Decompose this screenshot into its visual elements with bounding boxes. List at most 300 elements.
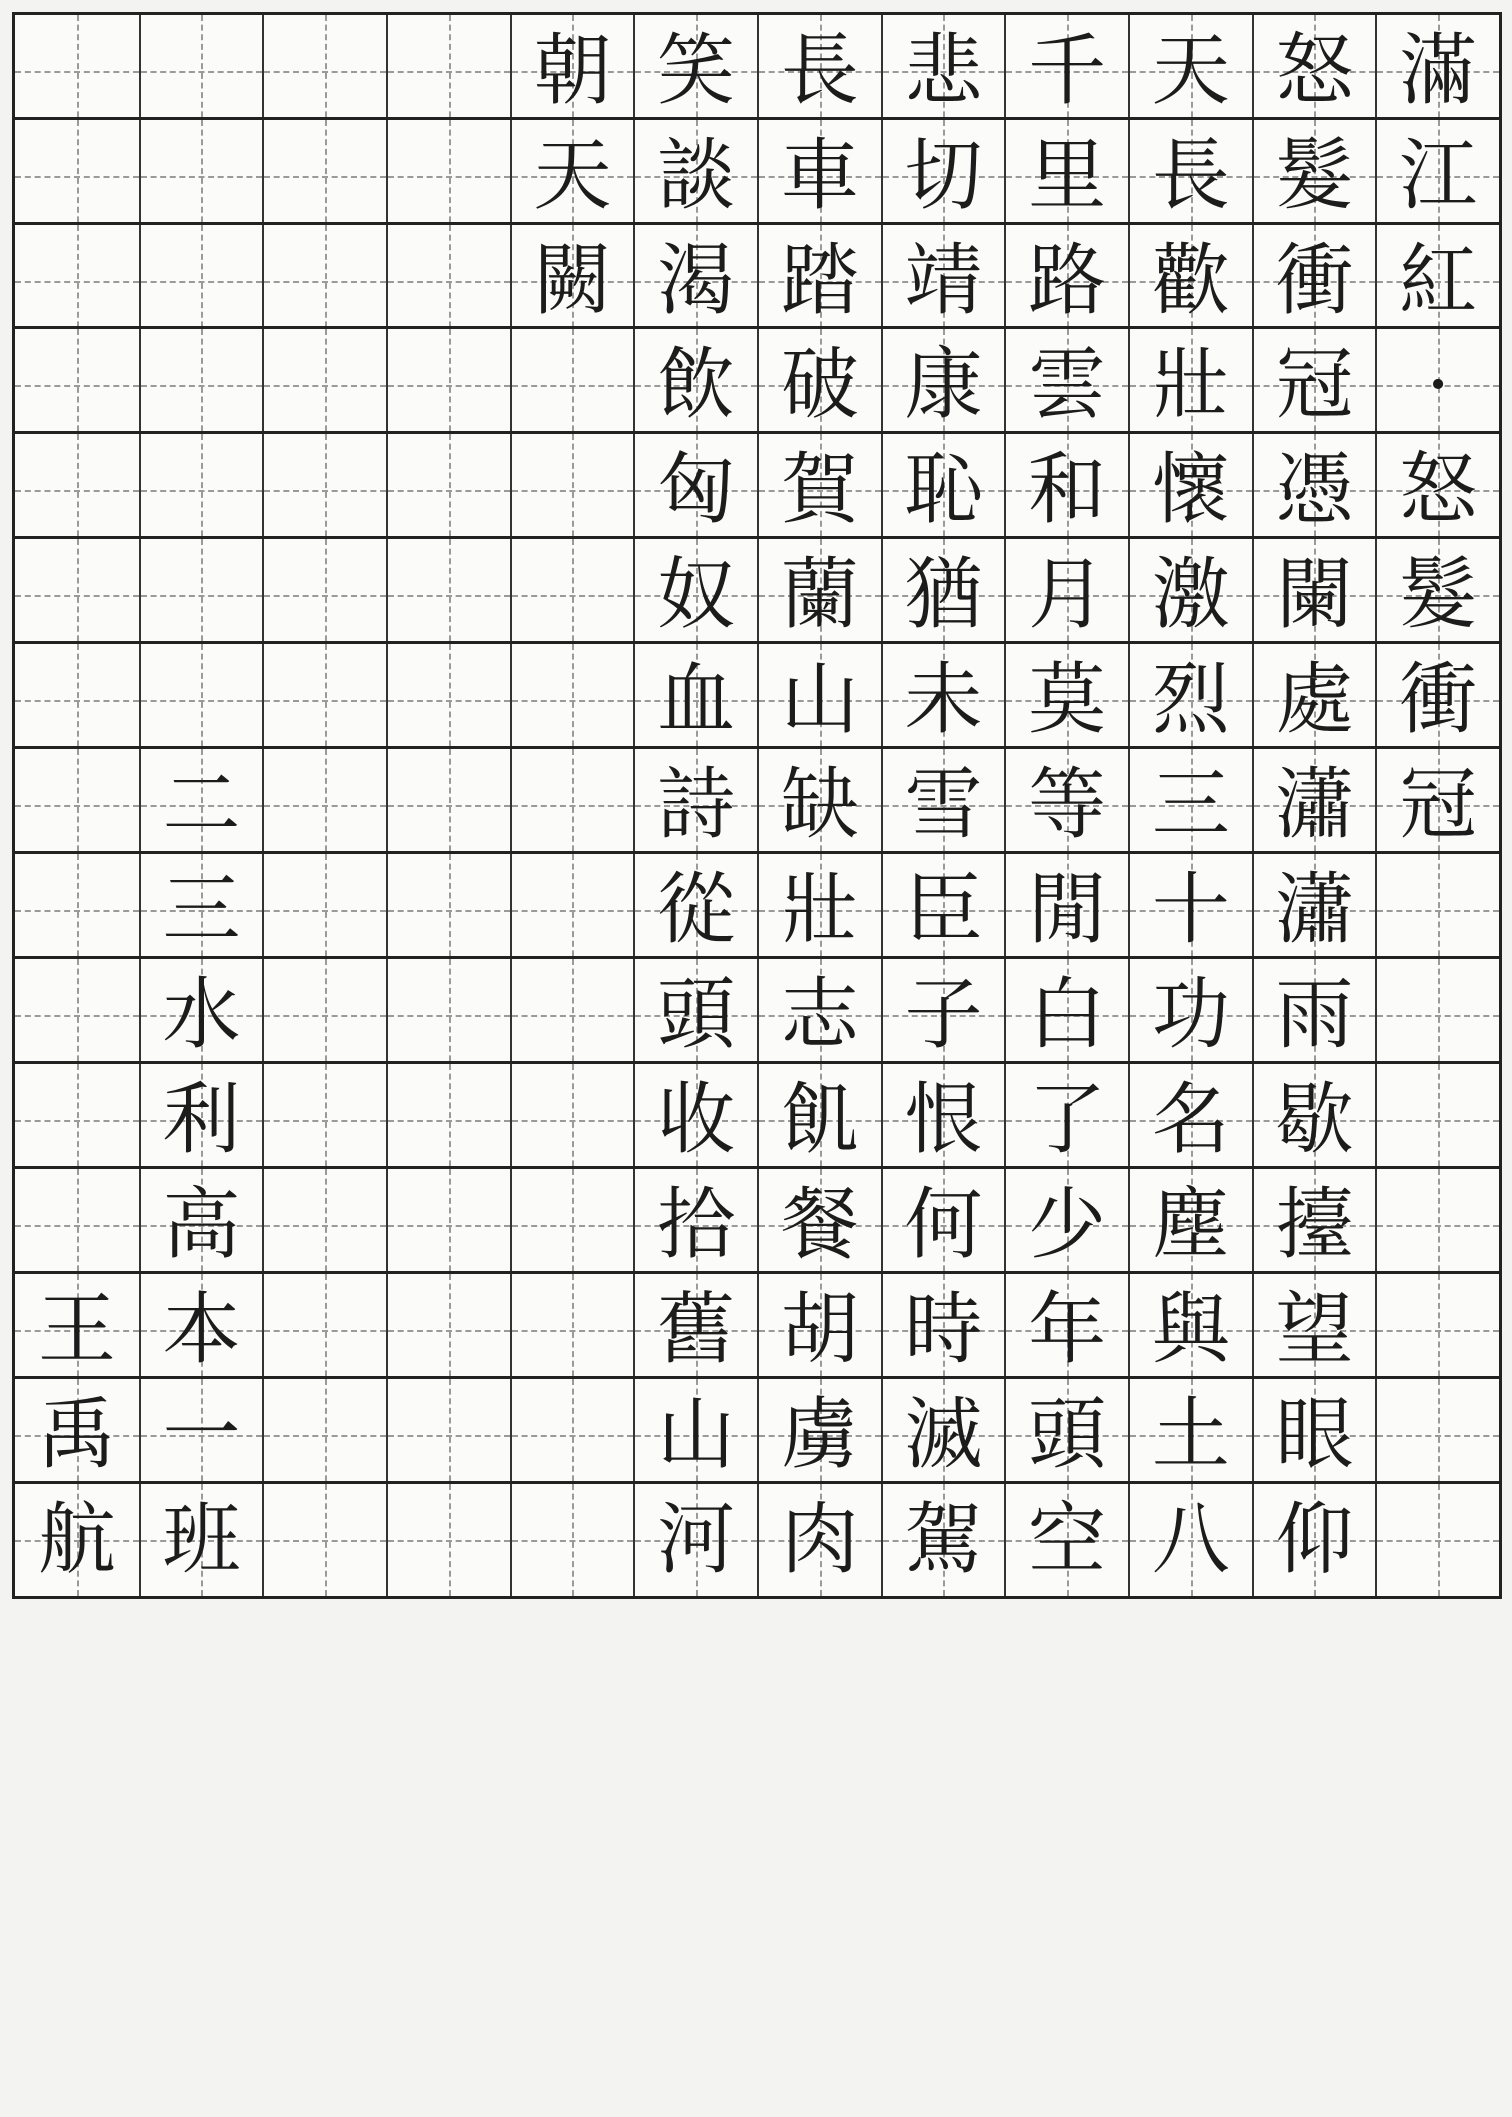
grid-cell <box>757 1379 881 1491</box>
grid-cell <box>139 644 263 756</box>
handwritten-character: 水 <box>162 970 241 1060</box>
grid-cell <box>1375 225 1499 337</box>
handwritten-character: 里 <box>1028 131 1107 221</box>
grid-cell <box>881 434 1005 546</box>
handwritten-character: 餐 <box>780 1180 859 1270</box>
grid-cell <box>262 644 386 756</box>
handwritten-character: 與 <box>1151 1285 1230 1375</box>
grid-cell <box>881 1484 1005 1596</box>
handwritten-character: 時 <box>904 1285 983 1375</box>
grid-cell <box>1004 959 1128 1071</box>
grid-cell <box>139 1379 263 1491</box>
handwritten-character: 山 <box>780 655 859 745</box>
handwritten-character: 衝 <box>1275 236 1354 326</box>
handwritten-character: 飲 <box>657 340 736 430</box>
handwritten-character: 虜 <box>780 1390 859 1480</box>
grid-cell <box>757 1169 881 1281</box>
grid-cell <box>15 225 139 337</box>
grid-cell <box>881 1274 1005 1386</box>
grid-cell <box>386 434 510 546</box>
handwritten-character: 奴 <box>657 550 736 640</box>
grid-cell <box>1252 434 1376 546</box>
handwritten-character: 天 <box>1151 26 1230 116</box>
handwritten-character: 怒 <box>1399 445 1478 535</box>
grid-cell <box>633 959 757 1071</box>
grid-cell <box>386 120 510 232</box>
grid-cell <box>1375 1064 1499 1176</box>
grid-cell <box>386 539 510 651</box>
grid-cell <box>139 120 263 232</box>
handwritten-character: · <box>1425 340 1451 430</box>
grid-cell <box>1252 15 1376 127</box>
grid-cell <box>510 644 634 756</box>
grid-cell <box>386 1169 510 1281</box>
grid-cell <box>757 1484 881 1596</box>
grid-cell <box>386 644 510 756</box>
handwritten-character: 血 <box>657 655 736 745</box>
handwritten-character: 瀟 <box>1275 760 1354 850</box>
grid-cell <box>139 1169 263 1281</box>
practice-row <box>12 326 1502 444</box>
grid-cell <box>15 434 139 546</box>
grid-cell <box>633 120 757 232</box>
grid-cell <box>510 1274 634 1386</box>
grid-cell <box>757 959 881 1071</box>
grid-cell <box>1004 15 1128 127</box>
grid-cell <box>1375 1484 1499 1596</box>
grid-cell <box>757 749 881 861</box>
handwritten-character: 年 <box>1028 1285 1107 1375</box>
grid-cell <box>510 15 634 127</box>
grid-cell <box>1128 539 1252 651</box>
grid-cell <box>139 225 263 337</box>
grid-cell <box>1252 1379 1376 1491</box>
grid-cell <box>1252 1169 1376 1281</box>
practice-row <box>12 746 1502 864</box>
handwritten-character: 髮 <box>1275 131 1354 221</box>
handwritten-character: 和 <box>1028 445 1107 535</box>
grid-cell <box>15 329 139 441</box>
grid-cell <box>1375 539 1499 651</box>
grid-cell <box>510 1169 634 1281</box>
handwritten-character: 談 <box>657 131 736 221</box>
grid-cell <box>262 1379 386 1491</box>
handwritten-character: 烈 <box>1151 655 1230 745</box>
grid-cell <box>1128 1169 1252 1281</box>
grid-cell <box>15 539 139 651</box>
handwritten-character: 土 <box>1151 1390 1230 1480</box>
grid-cell <box>262 539 386 651</box>
handwritten-character: 航 <box>37 1495 116 1585</box>
handwritten-character: 拾 <box>657 1180 736 1270</box>
grid-cell <box>139 1484 263 1596</box>
handwritten-character: 臣 <box>904 865 983 955</box>
grid-cell <box>1252 959 1376 1071</box>
handwritten-character: 長 <box>1151 131 1230 221</box>
grid-cell <box>139 329 263 441</box>
grid-cell <box>881 1379 1005 1491</box>
grid-cell <box>15 854 139 966</box>
grid-cell <box>757 1064 881 1176</box>
grid-cell <box>15 959 139 1071</box>
grid-cell <box>1004 1484 1128 1596</box>
handwritten-character: 猶 <box>904 550 983 640</box>
grid-cell <box>633 225 757 337</box>
grid-cell <box>510 539 634 651</box>
handwritten-character: 山 <box>657 1390 736 1480</box>
handwritten-character: 高 <box>162 1180 241 1270</box>
grid-cell <box>1004 539 1128 651</box>
grid-cell <box>386 329 510 441</box>
grid-cell <box>386 225 510 337</box>
handwritten-character: 怒 <box>1275 26 1354 116</box>
grid-cell <box>633 1064 757 1176</box>
grid-cell <box>757 15 881 127</box>
handwritten-character: 肉 <box>780 1495 859 1585</box>
grid-cell <box>15 15 139 127</box>
grid-cell <box>633 644 757 756</box>
handwritten-character: 等 <box>1028 760 1107 850</box>
practice-row <box>12 1481 1502 1599</box>
handwritten-character: 眼 <box>1275 1390 1354 1480</box>
handwritten-character: 三 <box>162 865 241 955</box>
grid-cell <box>757 329 881 441</box>
handwritten-character: 子 <box>904 970 983 1060</box>
grid-cell <box>757 854 881 966</box>
grid-cell <box>139 854 263 966</box>
grid-cell <box>15 1064 139 1176</box>
handwritten-character: 悲 <box>904 26 983 116</box>
handwritten-character: 二 <box>162 760 241 850</box>
grid-cell <box>15 749 139 861</box>
grid-cell <box>510 1064 634 1176</box>
handwritten-character: 滿 <box>1399 26 1478 116</box>
grid-cell <box>1128 959 1252 1071</box>
grid-cell <box>633 434 757 546</box>
grid-cell <box>386 1484 510 1596</box>
handwritten-character: 莫 <box>1028 655 1107 745</box>
grid-cell <box>757 644 881 756</box>
handwritten-character: 激 <box>1151 550 1230 640</box>
grid-cell <box>1252 225 1376 337</box>
handwritten-character: 闕 <box>533 236 612 326</box>
grid-cell <box>1375 1169 1499 1281</box>
grid-cell <box>262 1064 386 1176</box>
grid-cell <box>1004 644 1128 756</box>
grid-cell <box>1375 854 1499 966</box>
grid-cell <box>262 15 386 127</box>
practice-row <box>12 536 1502 654</box>
grid-cell <box>139 749 263 861</box>
handwritten-character: 渴 <box>657 236 736 326</box>
handwritten-character: 望 <box>1275 1285 1354 1375</box>
handwritten-character: 千 <box>1028 26 1107 116</box>
practice-row <box>12 12 1502 130</box>
grid-cell <box>386 15 510 127</box>
handwritten-character: 利 <box>162 1075 241 1165</box>
handwritten-character: 名 <box>1151 1075 1230 1165</box>
grid-cell <box>510 225 634 337</box>
grid-cell <box>262 1169 386 1281</box>
handwritten-character: 歡 <box>1151 236 1230 326</box>
grid-cell <box>881 15 1005 127</box>
handwritten-character: 禹 <box>37 1390 116 1480</box>
handwritten-character: 路 <box>1028 236 1107 326</box>
handwritten-character: 蘭 <box>780 550 859 640</box>
grid-cell <box>881 959 1005 1071</box>
grid-cell <box>139 1274 263 1386</box>
grid-cell <box>386 749 510 861</box>
handwritten-character: 滅 <box>904 1390 983 1480</box>
handwritten-character: 天 <box>533 131 612 221</box>
grid-cell <box>881 329 1005 441</box>
handwritten-character: 江 <box>1399 131 1478 221</box>
practice-row <box>12 1271 1502 1389</box>
grid-cell <box>1375 120 1499 232</box>
grid-cell <box>510 1484 634 1596</box>
handwritten-character: 處 <box>1275 655 1354 745</box>
grid-cell <box>633 1274 757 1386</box>
grid-cell <box>1004 120 1128 232</box>
handwritten-character: 頭 <box>1028 1390 1107 1480</box>
grid-cell <box>757 434 881 546</box>
grid-cell <box>1128 749 1252 861</box>
grid-cell <box>1128 1379 1252 1491</box>
grid-cell <box>1375 1379 1499 1491</box>
handwritten-character: 仰 <box>1275 1495 1354 1585</box>
grid-cell <box>1375 1274 1499 1386</box>
grid-cell <box>633 854 757 966</box>
grid-cell <box>1004 434 1128 546</box>
handwritten-character: 衝 <box>1399 655 1478 745</box>
handwritten-character: 頭 <box>657 970 736 1060</box>
grid-cell <box>1004 1379 1128 1491</box>
handwritten-character: 紅 <box>1399 236 1478 326</box>
handwritten-character: 未 <box>904 655 983 745</box>
grid-cell <box>633 1379 757 1491</box>
handwritten-character: 踏 <box>780 236 859 326</box>
grid-cell <box>139 539 263 651</box>
grid-cell <box>15 120 139 232</box>
grid-cell <box>1252 1064 1376 1176</box>
grid-cell <box>510 749 634 861</box>
practice-row <box>12 431 1502 549</box>
grid-cell <box>1375 329 1499 441</box>
grid-cell <box>386 1064 510 1176</box>
practice-row <box>12 1166 1502 1284</box>
grid-cell <box>262 434 386 546</box>
handwritten-character: 康 <box>904 340 983 430</box>
handwritten-character: 恨 <box>904 1075 983 1165</box>
grid-cell <box>386 1274 510 1386</box>
grid-cell <box>139 434 263 546</box>
grid-cell <box>510 959 634 1071</box>
grid-cell <box>15 1169 139 1281</box>
grid-cell <box>881 749 1005 861</box>
grid-cell <box>881 225 1005 337</box>
handwritten-character: 歇 <box>1275 1075 1354 1165</box>
grid-cell <box>139 1064 263 1176</box>
grid-cell <box>139 15 263 127</box>
handwritten-character: 塵 <box>1151 1180 1230 1270</box>
handwritten-character: 雪 <box>904 760 983 850</box>
grid-cell <box>1004 225 1128 337</box>
grid-cell <box>386 854 510 966</box>
grid-cell <box>881 644 1005 756</box>
grid-cell <box>386 959 510 1071</box>
grid-cell <box>1375 749 1499 861</box>
practice-row <box>12 956 1502 1074</box>
handwritten-character: 王 <box>37 1285 116 1375</box>
grid-cell <box>262 749 386 861</box>
handwritten-character: 本 <box>162 1285 241 1375</box>
grid-cell <box>1128 15 1252 127</box>
grid-cell <box>386 1379 510 1491</box>
grid-cell <box>1252 749 1376 861</box>
handwritten-character: 朝 <box>533 26 612 116</box>
handwritten-character: 舊 <box>657 1285 736 1375</box>
grid-cell <box>15 644 139 756</box>
practice-row <box>12 1376 1502 1494</box>
handwritten-character: 收 <box>657 1075 736 1165</box>
grid-cell <box>1252 854 1376 966</box>
handwritten-character: 匈 <box>657 445 736 535</box>
grid-cell <box>1128 854 1252 966</box>
handwritten-character: 雲 <box>1028 340 1107 430</box>
grid-cell <box>510 120 634 232</box>
grid-cell <box>139 959 263 1071</box>
handwritten-character: 靖 <box>904 236 983 326</box>
handwritten-character: 一 <box>162 1390 241 1480</box>
handwritten-character: 擡 <box>1275 1180 1354 1270</box>
handwritten-character: 破 <box>780 340 859 430</box>
grid-cell <box>510 434 634 546</box>
grid-cell <box>757 120 881 232</box>
handwritten-character: 河 <box>657 1495 736 1585</box>
handwritten-character: 胡 <box>780 1285 859 1375</box>
handwritten-character: 車 <box>780 131 859 221</box>
handwritten-character: 少 <box>1028 1180 1107 1270</box>
grid-cell <box>881 539 1005 651</box>
grid-cell <box>633 15 757 127</box>
grid-cell <box>1004 1169 1128 1281</box>
handwritten-character: 壯 <box>1151 340 1230 430</box>
grid-cell <box>881 1169 1005 1281</box>
practice-row <box>12 641 1502 759</box>
handwritten-character: 冠 <box>1399 760 1478 850</box>
handwritten-character: 班 <box>162 1495 241 1585</box>
practice-row <box>12 1061 1502 1179</box>
grid-cell <box>1128 225 1252 337</box>
handwritten-character: 八 <box>1151 1495 1230 1585</box>
grid-cell <box>881 854 1005 966</box>
handwritten-character: 從 <box>657 865 736 955</box>
handwritten-character: 駕 <box>904 1495 983 1585</box>
practice-row <box>12 851 1502 969</box>
handwritten-character: 閒 <box>1028 865 1107 955</box>
handwritten-character: 壯 <box>780 865 859 955</box>
grid-cell <box>1004 1064 1128 1176</box>
grid-cell <box>1004 329 1128 441</box>
handwritten-character: 闌 <box>1275 550 1354 640</box>
handwritten-character: 雨 <box>1275 970 1354 1060</box>
handwritten-character: 何 <box>904 1180 983 1270</box>
handwritten-character: 冠 <box>1275 340 1354 430</box>
handwritten-character: 空 <box>1028 1495 1107 1585</box>
grid-cell <box>262 1274 386 1386</box>
grid-cell <box>1004 854 1128 966</box>
grid-cell <box>1128 434 1252 546</box>
handwritten-character: 長 <box>780 26 859 116</box>
handwritten-character: 恥 <box>904 445 983 535</box>
grid-cell <box>757 539 881 651</box>
grid-cell <box>1128 1274 1252 1386</box>
handwritten-character: 功 <box>1151 970 1230 1060</box>
grid-cell <box>1128 120 1252 232</box>
grid-cell <box>510 854 634 966</box>
handwritten-character: 懷 <box>1151 445 1230 535</box>
grid-cell <box>262 120 386 232</box>
grid-cell <box>262 225 386 337</box>
handwritten-character: 十 <box>1151 865 1230 955</box>
grid-cell <box>1252 329 1376 441</box>
grid-cell <box>15 1484 139 1596</box>
grid-cell <box>757 1274 881 1386</box>
grid-cell <box>1128 1484 1252 1596</box>
grid-cell <box>1004 749 1128 861</box>
grid-cell <box>262 1484 386 1596</box>
handwritten-character: 缺 <box>780 760 859 850</box>
handwritten-character: 詩 <box>657 760 736 850</box>
grid-cell <box>262 329 386 441</box>
handwritten-character: 三 <box>1151 760 1230 850</box>
grid-cell <box>633 1169 757 1281</box>
handwritten-character: 賀 <box>780 445 859 535</box>
practice-row <box>12 222 1502 340</box>
grid-cell <box>1252 120 1376 232</box>
grid-cell <box>262 959 386 1071</box>
grid-cell <box>15 1274 139 1386</box>
grid-cell <box>1128 329 1252 441</box>
grid-cell <box>510 1379 634 1491</box>
handwritten-character: 飢 <box>780 1075 859 1165</box>
grid-cell <box>262 854 386 966</box>
grid-cell <box>1375 959 1499 1071</box>
handwritten-character: 笑 <box>657 26 736 116</box>
grid-cell <box>510 329 634 441</box>
handwritten-character: 瀟 <box>1275 865 1354 955</box>
handwritten-character: 髮 <box>1399 550 1478 640</box>
practice-row <box>12 117 1502 235</box>
handwritten-character: 月 <box>1028 550 1107 640</box>
grid-cell <box>1252 539 1376 651</box>
grid-cell <box>1252 1274 1376 1386</box>
grid-cell <box>1128 644 1252 756</box>
handwritten-character: 憑 <box>1275 445 1354 535</box>
handwritten-character: 了 <box>1028 1075 1107 1165</box>
grid-cell <box>1375 644 1499 756</box>
grid-cell <box>1128 1064 1252 1176</box>
handwritten-character: 志 <box>780 970 859 1060</box>
grid-cell <box>757 225 881 337</box>
handwritten-character: 切 <box>904 131 983 221</box>
grid-cell <box>1252 644 1376 756</box>
grid-cell <box>633 539 757 651</box>
grid-cell <box>881 1064 1005 1176</box>
handwritten-character: 白 <box>1028 970 1107 1060</box>
grid-cell <box>633 749 757 861</box>
grid-cell <box>1375 15 1499 127</box>
